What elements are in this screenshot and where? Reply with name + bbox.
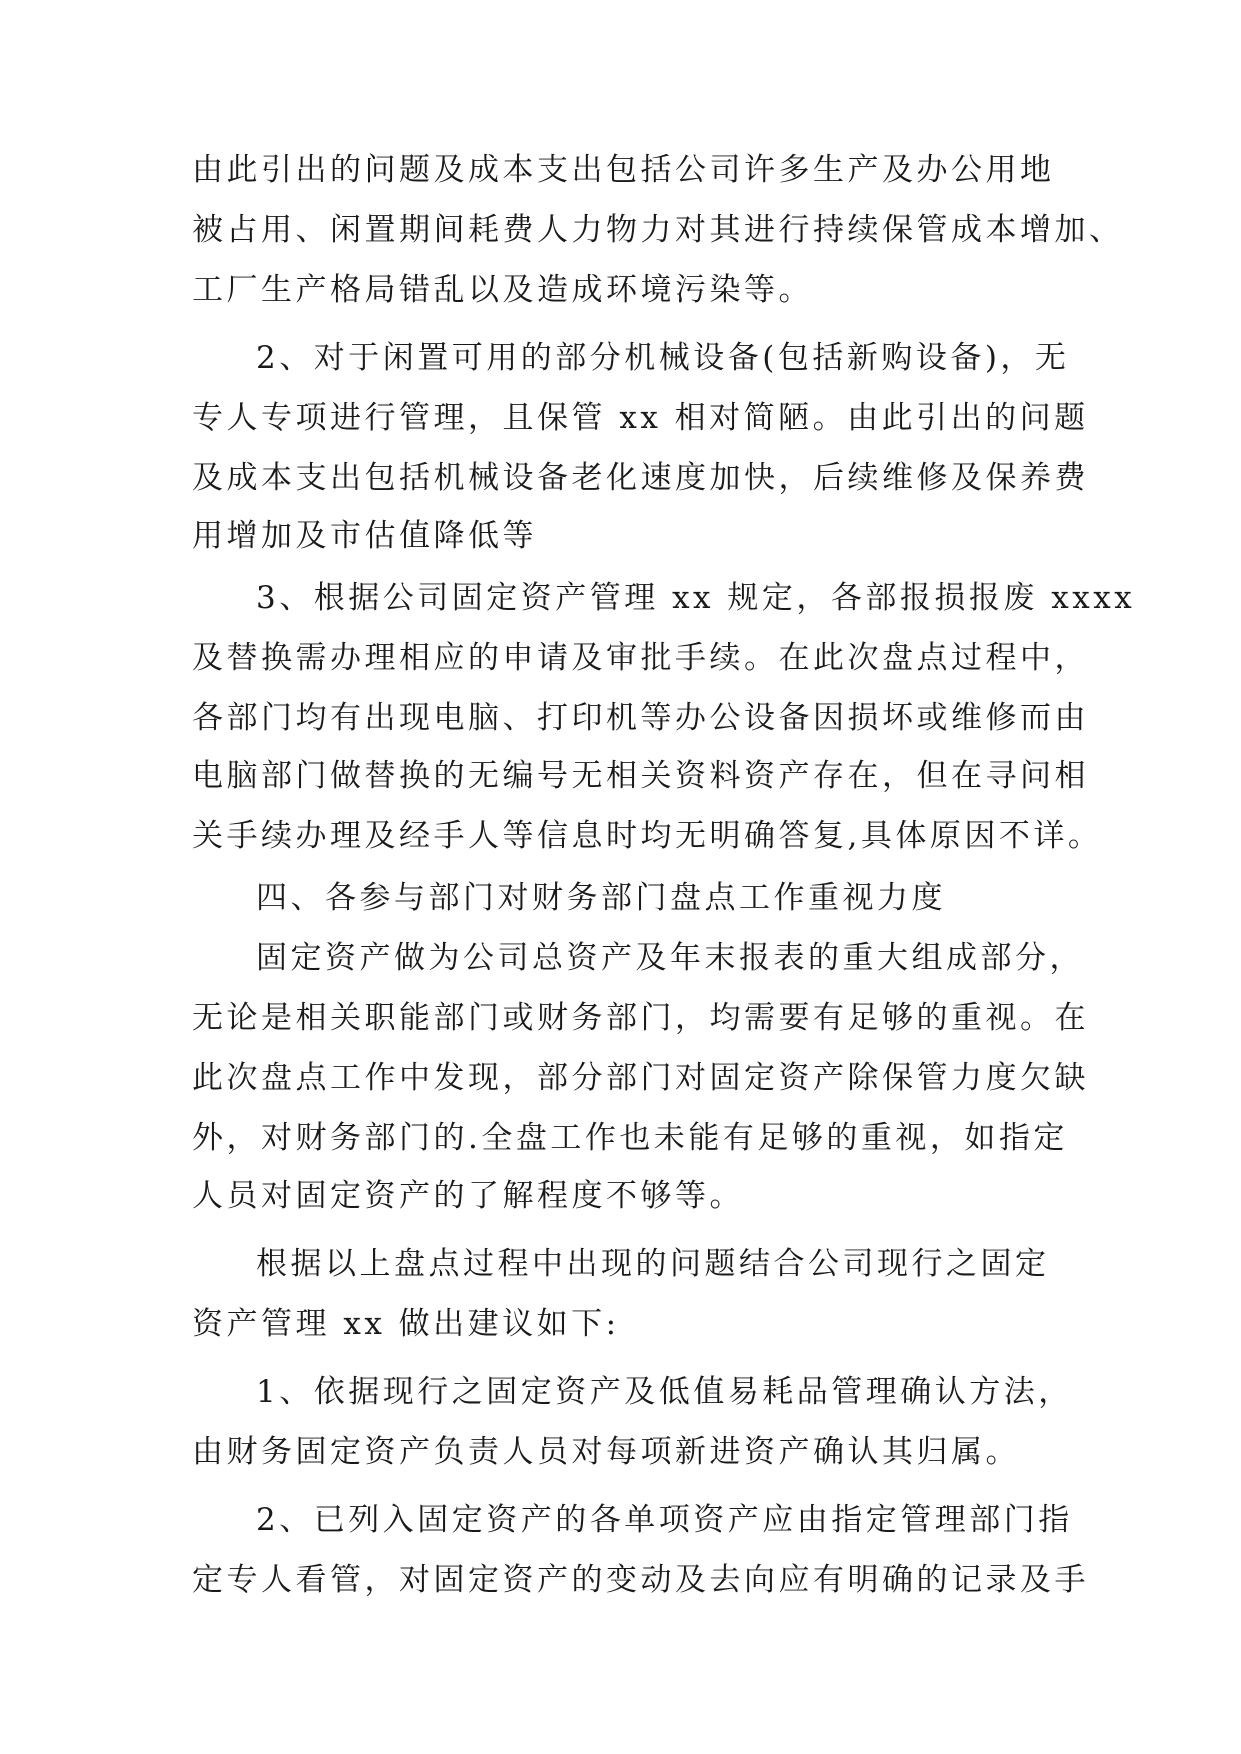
text-line: 电脑部门做替换的无编号无相关资料资产存在，但在寻问相 [192,758,1089,794]
paragraph-start-line: 3、根据公司固定资产管理 xx 规定，各部报损报废 xxxx [256,580,1136,616]
section-heading: 四、各参与部门对财务部门盘点工作重视力度 [256,880,946,916]
text-line: 及替换需办理相应的申请及审批手续。在此次盘点过程中， [192,640,1089,676]
paragraph-start-line: 2、已列入固定资产的各单项资产应由指定管理部门指 [256,1502,1073,1538]
text-line: 资产管理 xx 做出建议如下: [192,1306,620,1342]
text-line: 定专人看管，对固定资产的变动及去向应有明确的记录及手 [192,1562,1089,1598]
paragraph-start-line: 固定资产做为公司总资产及年末报表的重大组成部分， [256,940,1084,976]
text-line: 及成本支出包括机械设备老化速度加快，后续维修及保养费 [192,460,1089,496]
paragraph-start-line: 1、依据现行之固定资产及低值易耗品管理确认方法， [256,1374,1073,1410]
text-line: 由此引出的问题及成本支出包括公司许多生产及办公用地 [192,152,1055,188]
text-line: 人员对固定资产的了解程度不够等。 [192,1178,744,1214]
text-line: 由财务固定资产负责人员对每项新进资产确认其归属。 [192,1434,1020,1470]
text-line: 工厂生产格局错乱以及造成环境污染等。 [192,272,813,308]
text-line: 此次盘点工作中发现，部分部门对固定资产除保管力度欠缺 [192,1060,1089,1096]
text-line: 外，对财务部门的.全盘工作也未能有足够的重视，如指定 [192,1120,1068,1156]
text-line: 用增加及市估值降低等 [192,518,537,554]
text-line: 各部门均有出现电脑、打印机等办公设备因损坏或维修而由 [192,700,1089,736]
text-line: 无论是相关职能部门或财务部门，均需要有足够的重视。在 [192,1000,1089,1036]
text-line: 被占用、闲置期间耗费人力物力对其进行持续保管成本增加、 [192,212,1124,248]
paragraph-start-line: 2、对于闲置可用的部分机械设备(包括新购设备)，无 [256,340,1070,376]
text-line: 关手续办理及经手人等信息时均无明确答复,具体原因不详。 [192,818,1103,854]
paragraph-start-line: 根据以上盘点过程中出现的问题结合公司现行之固定 [256,1246,1050,1282]
text-line: 专人专项进行管理，且保管 xx 相对简陋。由此引出的问题 [192,400,1089,436]
